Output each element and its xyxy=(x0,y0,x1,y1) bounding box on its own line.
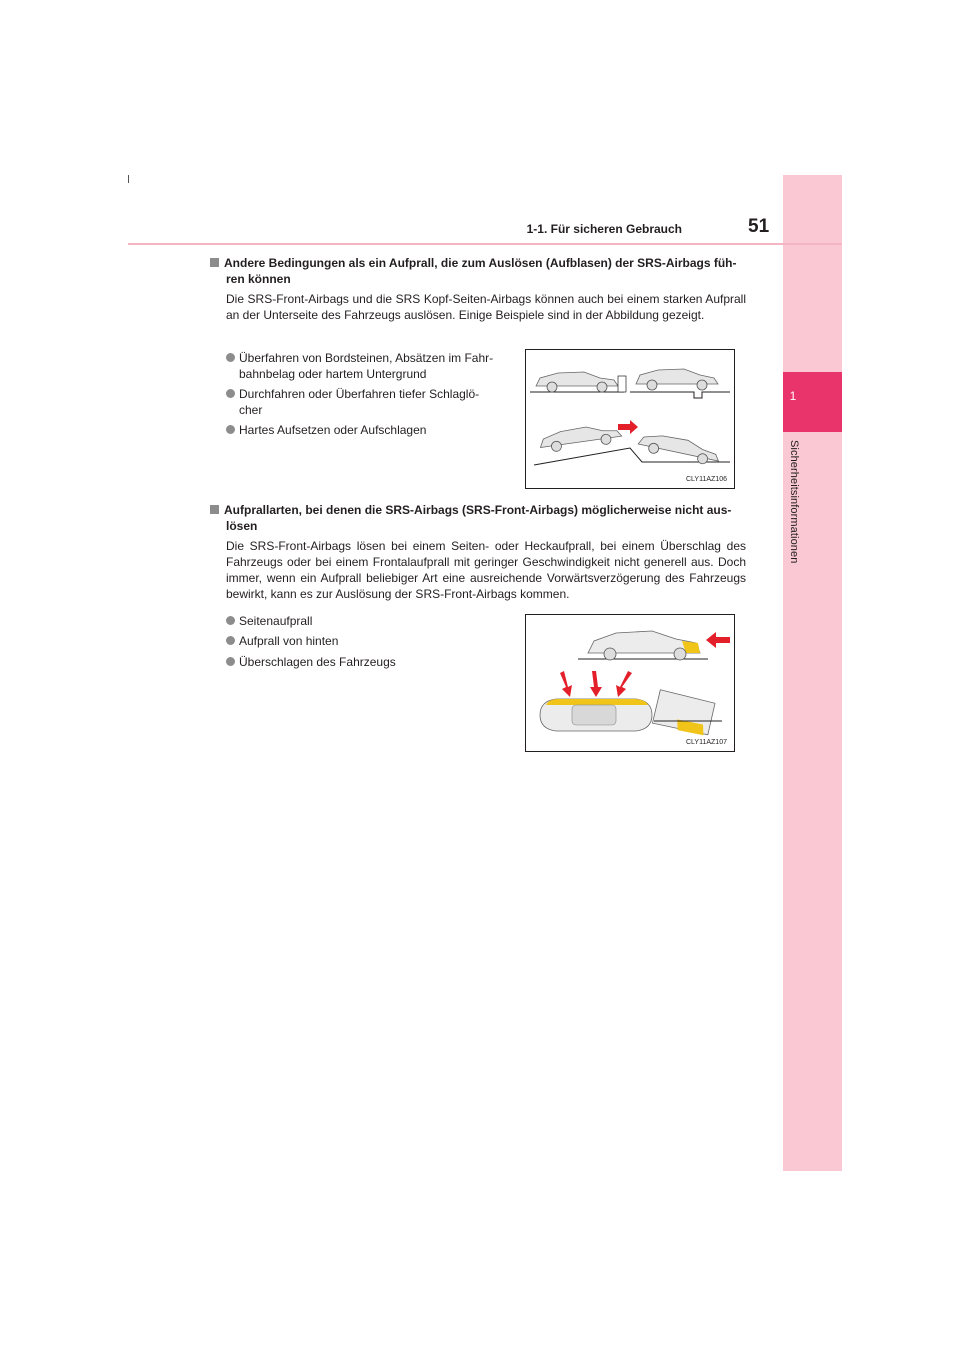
section-title-text: Sicherheitsinformationen xyxy=(788,440,800,564)
round-bullet-icon xyxy=(226,657,235,666)
chapter-sidebar xyxy=(783,175,842,1171)
car-icon xyxy=(588,631,700,660)
figure-non-deploy-impacts xyxy=(525,614,735,752)
square-bullet-icon xyxy=(210,258,219,267)
car-rollover-icon xyxy=(649,684,719,742)
section1-bullet-2 xyxy=(226,386,516,418)
bullet-text-cont: cher xyxy=(239,403,263,417)
page-number: 51 xyxy=(748,216,770,237)
crop-mark xyxy=(128,175,129,183)
red-arrow-icon xyxy=(706,632,730,648)
bullet-text: Hartes Aufsetzen oder Aufschlagen xyxy=(239,423,427,437)
section-title-vertical xyxy=(786,440,802,600)
square-bullet-icon xyxy=(210,505,219,514)
car-icon xyxy=(539,422,623,453)
red-arrow-icon xyxy=(560,671,572,697)
impact-types-illustration xyxy=(526,615,734,751)
section2-paragraph: Die SRS-Front-Airbags lösen bei einem Seiten- oder Heckaufprall, bei einem Überschlag des Fahrzeugs oder bei einem Frontalaufprall mit geringer Geschwindigkeit nicht generell aus. Doch immer, wenn ein Aufprall beliebiger Art eine ausreichende Vorwärtsverzögerung des Fahrzeugs bewirkt, kann es zur Auslösung der SRS-Front-Airbags kommen. xyxy=(226,539,746,601)
car-impact-illustration xyxy=(526,350,734,488)
figure-code: CLY11AZ107 xyxy=(686,739,727,746)
section1-paragraph: Die SRS-Front-Airbags und die SRS Kopf-Seiten-Airbags können auch bei einem starken Aufprall an der Unterseite des Fahrzeugs auslösen. Einige Beispiele sind in der Abbildung gezeigt. xyxy=(226,292,746,322)
section2-bullet-1 xyxy=(226,613,516,629)
round-bullet-icon xyxy=(226,389,235,398)
red-arrow-icon xyxy=(616,671,632,697)
figure-code: CLY11AZ106 xyxy=(686,476,727,483)
red-arrow-icon xyxy=(618,420,638,434)
header-title: 1-1. Für sicheren Gebrauch xyxy=(526,222,682,236)
bullet-text: Aufprall von hinten xyxy=(239,634,339,648)
section1-bullet-1 xyxy=(226,350,516,382)
bullet-text: Überfahren von Bordsteinen, Absätzen im Fahr- xyxy=(239,351,494,365)
section2-bullet-3 xyxy=(226,654,516,670)
section1-heading xyxy=(210,255,750,287)
section2-heading xyxy=(210,502,750,534)
section1-heading-line2: ren können xyxy=(226,272,291,286)
bullet-text: Durchfahren oder Überfahren tiefer Schlaglö- xyxy=(239,387,480,401)
chapter-number: 1 xyxy=(789,389,797,403)
car-icon xyxy=(637,430,721,467)
car-icon xyxy=(636,369,718,390)
bullet-text: Seitenaufprall xyxy=(239,614,313,628)
round-bullet-icon xyxy=(226,636,235,645)
car-top-view-icon xyxy=(540,699,652,731)
round-bullet-icon xyxy=(226,425,235,434)
bullet-text-cont: bahnbelag oder hartem Untergrund xyxy=(239,367,427,381)
red-arrow-icon xyxy=(590,671,602,697)
section2-heading-line2: lösen xyxy=(226,519,258,533)
figure-underbody-impact xyxy=(525,349,735,489)
section1-bullet-3 xyxy=(226,422,516,438)
section2-bullet-2 xyxy=(226,633,516,649)
section2-heading-line1: Aufprallarten, bei denen die SRS-Airbags (SRS-Front-Airbags) möglicherweise nicht aus- xyxy=(224,503,732,517)
section1-heading-line1: Andere Bedingungen als ein Aufprall, die zum Auslösen (Aufblasen) der SRS-Airbags füh- xyxy=(224,256,737,270)
header-rule xyxy=(128,243,842,245)
bullet-text: Überschlagen des Fahrzeugs xyxy=(239,655,396,669)
car-icon xyxy=(536,372,618,392)
round-bullet-icon xyxy=(226,353,235,362)
round-bullet-icon xyxy=(226,616,235,625)
